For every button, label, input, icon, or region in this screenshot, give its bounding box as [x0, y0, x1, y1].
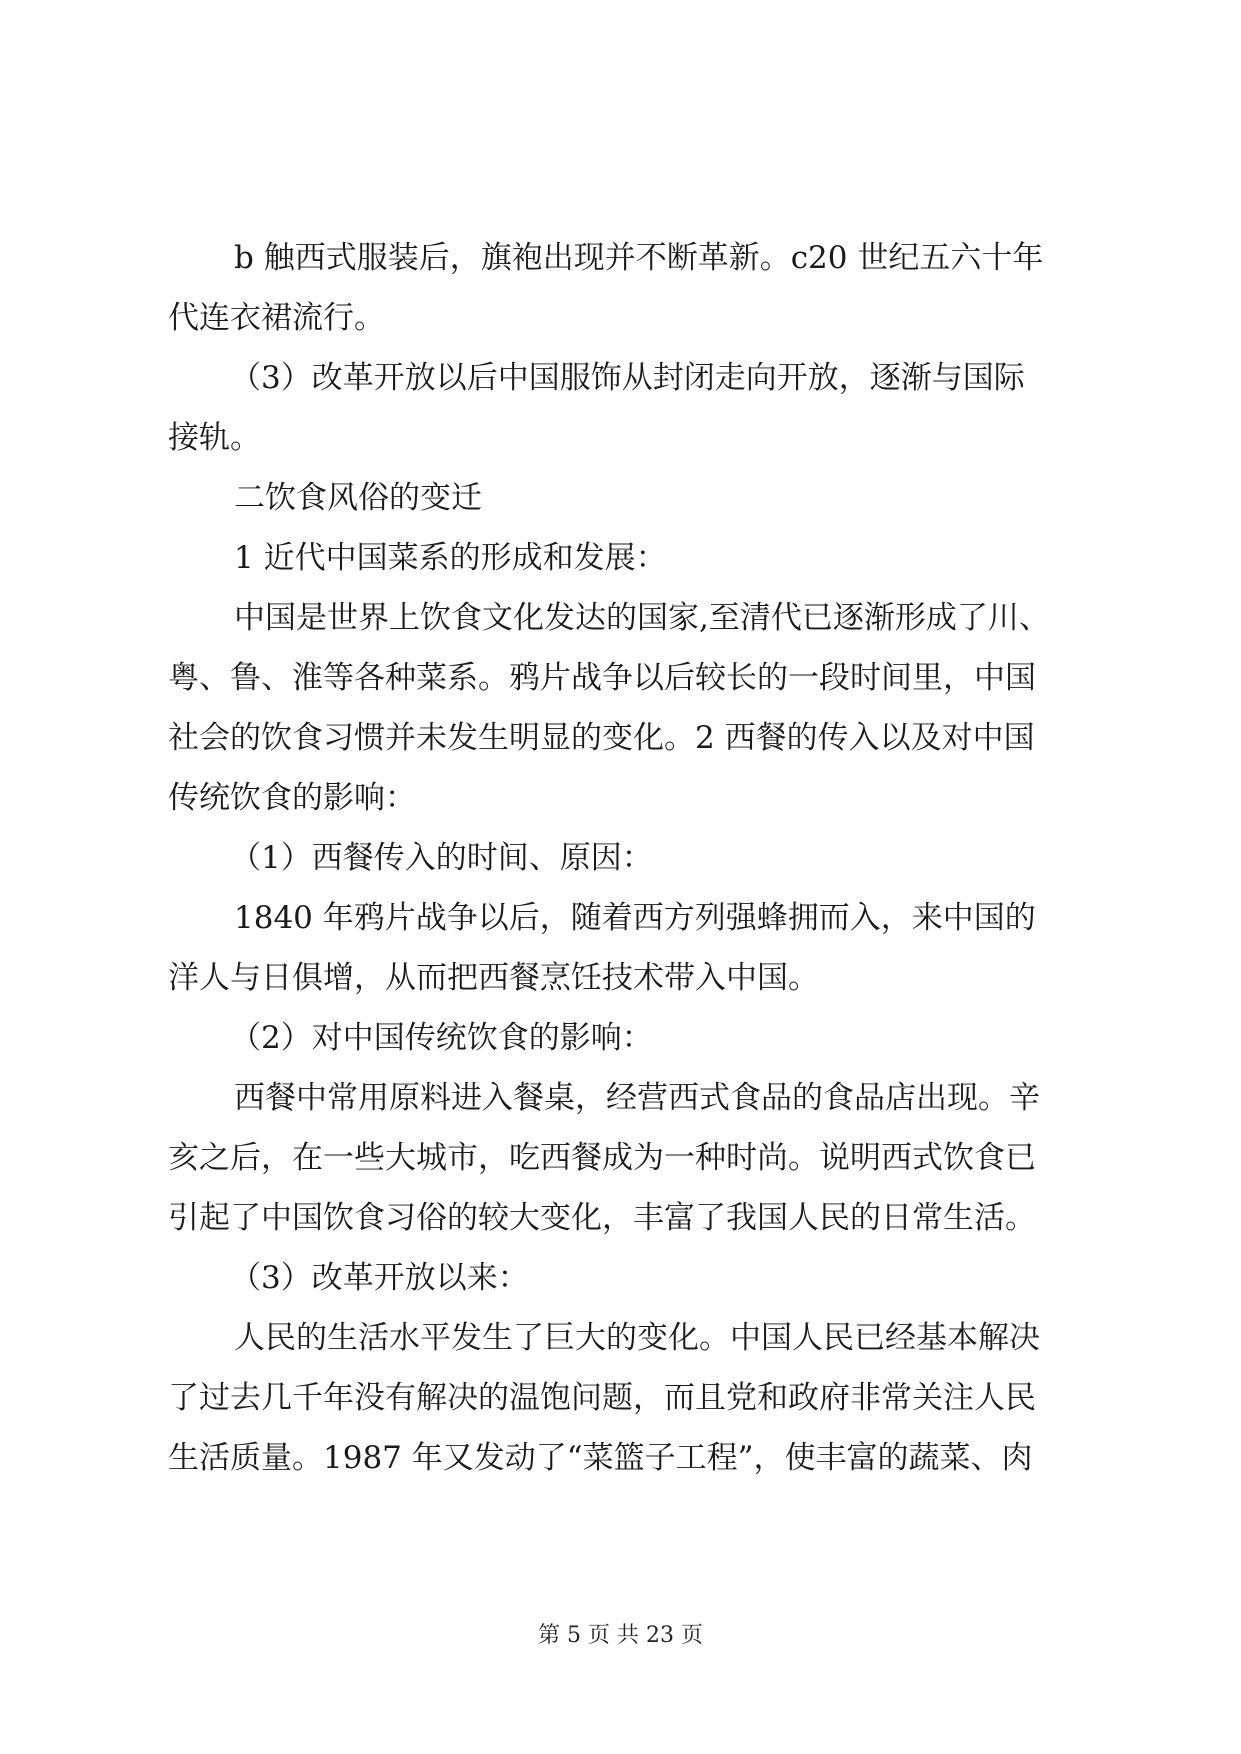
section-heading: 二饮食风俗的变迁 — [234, 480, 482, 516]
text-line: 中国是世界上饮食文化发达的国家,至清代已逐渐形成了川、 — [234, 600, 1050, 636]
text-line: 接轨。 — [168, 420, 261, 456]
text-line: 粤、鲁、淮等各种菜系。鸦片战争以后较长的一段时间里，中国 — [168, 660, 1036, 696]
text-line: 生活质量。1987 年又发动了“菜篮子工程”，使丰富的蔬菜、肉 — [168, 1440, 1033, 1476]
text-line: 代连衣裙流行。 — [168, 300, 385, 336]
text-line: （1）西餐传入的时间、原因： — [230, 840, 653, 876]
text-line: （3）改革开放以后中国服饰从封闭走向开放，逐渐与国际 — [230, 360, 1025, 396]
text-line: （3）改革开放以来： — [230, 1260, 529, 1296]
text-line: 了过去几千年没有解决的温饱问题，而且党和政府非常关注人民 — [168, 1380, 1036, 1416]
text-line: b 触西式服装后，旗袍出现并不断革新。c20 世纪五六十年 — [234, 240, 1044, 276]
text-line: 洋人与日俱增，从而把西餐烹饪技术带入中国。 — [168, 960, 819, 996]
text-line: 西餐中常用原料进入餐桌，经营西式食品的食品店出现。辛 — [234, 1080, 1040, 1116]
text-line: 引起了中国饮食习俗的较大变化，丰富了我国人民的日常生活。 — [168, 1200, 1036, 1236]
text-line: 1840 年鸦片战争以后，随着西方列强蜂拥而入，来中国的 — [234, 900, 1036, 936]
text-line: （2）对中国传统饮食的影响： — [230, 1020, 653, 1056]
body-text — [168, 228, 1083, 1488]
text-line: 亥之后，在一些大城市，吃西餐成为一种时尚。说明西式饮食已 — [168, 1140, 1036, 1176]
subsection-heading: 1 近代中国菜系的形成和发展： — [234, 540, 667, 576]
page-number-footer: 第 5 页 共 23 页 — [538, 1623, 703, 1648]
text-line: 社会的饮食习惯并未发生明显的变化。2 西餐的传入以及对中国 — [168, 720, 1035, 756]
text-line: 人民的生活水平发生了巨大的变化。中国人民已经基本解决 — [234, 1320, 1040, 1356]
text-line: 传统饮食的影响： — [168, 780, 416, 816]
